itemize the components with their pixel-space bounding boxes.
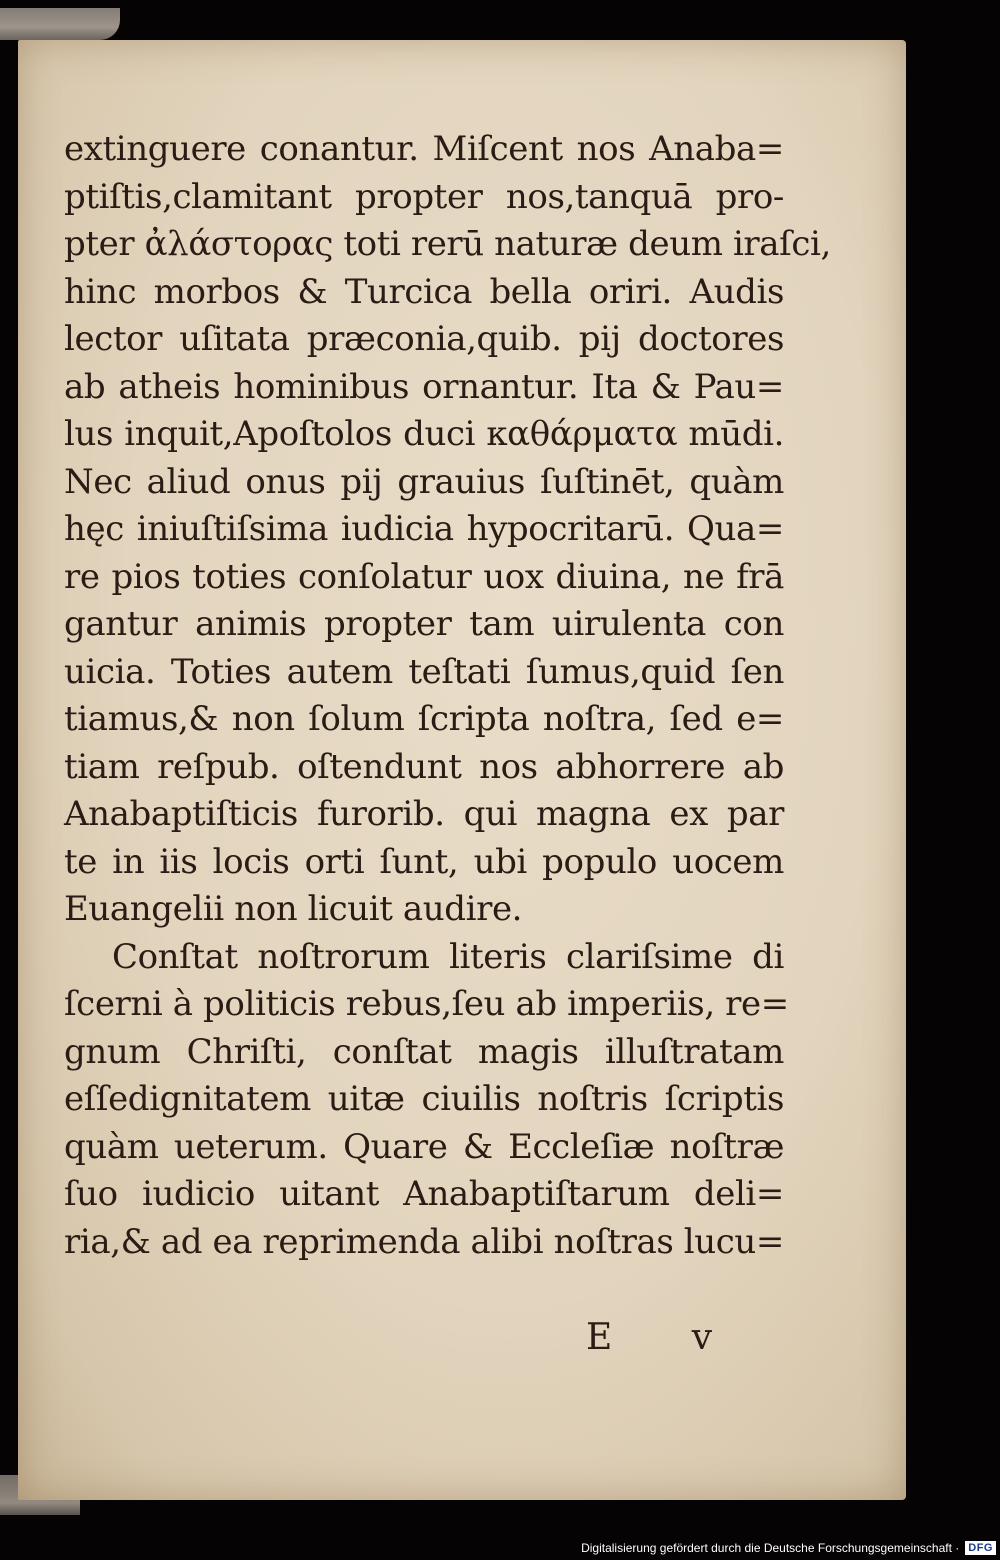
text-line: Euangelii non licuit audire. [64, 889, 523, 929]
text-line: hinc morbos & Turcica bella oriri. Audis [64, 271, 784, 312]
text-line: Anabaptiſticis furorib. qui magna ex par [64, 794, 784, 834]
footer-credit-text: Digitalisierung gefördert durch die Deutsche Forschungsgemeinschaft · [581, 1541, 960, 1555]
text-line: extinguere conantur. Miſcent nos Anaba= [64, 129, 784, 169]
text-line: gantur animis propter tam uirulenta con [64, 604, 784, 644]
text-line: gnum Chriſti, conſtat magis illuſtratam [64, 1031, 784, 1072]
text-line: pter ἀλάστορας toti rerū naturæ deum iraſci, [64, 224, 831, 264]
text-line: lus inquit,Apoſtolos duci καθάρματα mūdi. [64, 414, 784, 454]
text-line: tiamus,& non ſolum ſcripta noſtra, ſed e= [64, 699, 784, 739]
text-line: ptiſtis,clamitant propter nos,tanquā pro- [64, 176, 784, 217]
book-page [18, 40, 906, 1500]
text-line: ab atheis hominibus ornantur. Ita & Pau= [64, 366, 784, 407]
text-line: lector uſitata præconia,quib. pij doctores [64, 319, 784, 359]
text-line: Nec aliud onus pij grauius ſuſtinēt, quàm [64, 461, 784, 502]
text-line: ſcerni à politicis rebus,ſeu ab imperiis, re= [64, 984, 789, 1024]
text-line: re pios toties conſolatur uox diuina, ne frā [64, 556, 784, 597]
text-line: uicia. Toties autem teſtati ſumus,quid ſen [64, 651, 784, 692]
page-edge-top [0, 8, 120, 40]
dfg-logo: DFG [965, 1541, 996, 1555]
text-line: ria,& ad ea reprimenda alibi noſtras lucu= [64, 1221, 784, 1262]
text-line: eſſedignitatem uitæ ciuilis noſtris ſcriptis [64, 1079, 784, 1119]
footer-credit-bar [581, 1536, 1000, 1560]
page-text [64, 126, 831, 1266]
text-line: Conſtat noſtrorum literis clariſsime di [112, 936, 784, 977]
text-line: quàm ueterum. Quare & Eccleſiæ noſtræ [64, 1126, 784, 1167]
text-line: hęc iniuſtiſsima iudicia hypocritarū. Qua= [64, 509, 784, 549]
text-line: ſuo iudicio uitant Anabaptiſtarum deli= [64, 1174, 784, 1214]
text-line: te in iis locis orti ſunt, ubi populo uocem [64, 841, 784, 882]
signature-mark: E v [586, 1317, 747, 1358]
text-line: tiam reſpub. oſtendunt nos abhorrere ab [64, 746, 784, 787]
